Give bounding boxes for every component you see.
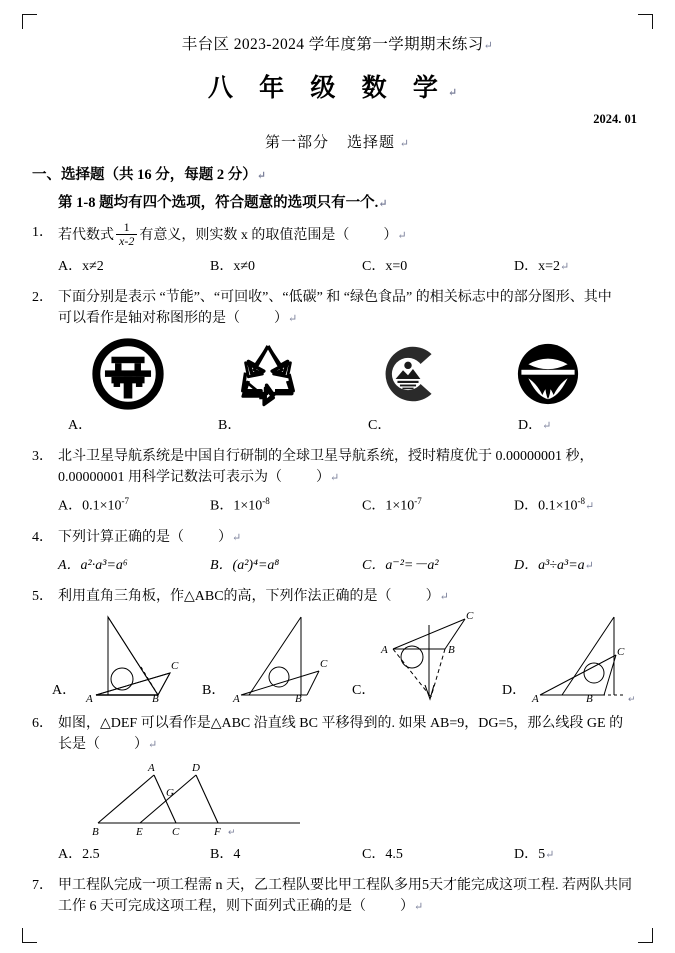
svg-text:B: B — [448, 644, 456, 657]
question-6 — [32, 713, 643, 865]
question-3-option-a-exp: -7 — [121, 496, 130, 507]
question-5 — [32, 586, 643, 703]
pilcrow-mark: ↵ — [232, 532, 242, 545]
question-7 — [32, 875, 643, 917]
pilcrow-mark: ↵ — [584, 560, 594, 573]
pilcrow-mark: ↵ — [542, 420, 552, 433]
svg-text:A: A — [233, 693, 241, 704]
svg-text:A: A — [86, 693, 93, 704]
question-5-stem — [32, 586, 643, 607]
low-carbon-symbol — [377, 335, 439, 413]
question-5-option-d-label: D． — [502, 683, 527, 699]
subject-title-text: 八 年 级 数 学 — [207, 75, 448, 102]
question-3-option-d[interactable] — [514, 495, 666, 517]
subject-title — [32, 68, 643, 104]
question-1-option-b[interactable]: B．x≠0 — [210, 259, 256, 275]
pilcrow-mark: ↵ — [545, 849, 555, 862]
question-6-close-paren: ） — [134, 737, 148, 753]
pilcrow-mark: ↵ — [560, 261, 570, 274]
question-5-option-a-label: A． — [52, 683, 77, 699]
question-3-option-d-base: 0.1×10 — [538, 499, 578, 515]
svg-text:E: E — [136, 826, 143, 838]
question-5-option-a-cell[interactable] — [52, 611, 202, 703]
pilcrow-mark: ↵ — [483, 40, 494, 52]
question-6-options — [32, 844, 643, 865]
question-3-line2-wrap — [32, 467, 643, 488]
question-1-options — [32, 256, 643, 277]
triangle-figure-d — [528, 611, 638, 703]
question-5-number: 5． — [32, 589, 53, 605]
pilcrow-mark: ↵ — [256, 170, 266, 182]
question-7-number: 7． — [32, 878, 53, 894]
part-one-title — [32, 131, 643, 152]
question-3-close-paren: ） — [316, 470, 330, 486]
question-5-option-c-cell[interactable] — [352, 611, 502, 703]
question-2-close-paren: ） — [274, 311, 288, 327]
question-1-option-d[interactable] — [514, 256, 666, 277]
question-2-option-d[interactable] — [508, 415, 658, 436]
question-1-text-after: 有意义，则实数 x 的取值范围是（ — [139, 227, 350, 243]
question-4-close-paren: ） — [218, 530, 232, 546]
triangle-figure-b — [227, 611, 333, 703]
question-2-option-c[interactable]: C． — [368, 418, 392, 434]
question-6-option-d-text: D．5 — [514, 847, 546, 863]
question-6-option-c[interactable]: C．4.5 — [362, 847, 403, 863]
question-6-figure-wrap — [32, 759, 643, 837]
question-2-option-a[interactable]: A． — [68, 418, 93, 434]
pilcrow-mark: ↵ — [414, 901, 424, 914]
question-6-line2: 长是（ — [58, 737, 100, 753]
svg-text:C: C — [320, 658, 328, 671]
pilcrow-mark: ↵ — [399, 138, 410, 150]
question-3-option-b-base: 1×10 — [233, 499, 263, 515]
question-3-options — [32, 495, 643, 517]
recycle-symbol — [233, 335, 303, 413]
question-3-option-d-label: D． — [514, 499, 539, 515]
question-7-stem — [32, 875, 643, 896]
question-3-option-a[interactable] — [58, 495, 210, 517]
question-2-stem — [32, 287, 643, 308]
question-3-option-a-label: A． — [58, 499, 83, 515]
triangle-figure-a — [78, 611, 184, 703]
question-3-line1: 北斗卫星导航系统是中国自行研制的全球卫星导航系统，授时精度优于 0.00000001 秒， — [58, 449, 594, 465]
svg-text:C: C — [171, 660, 179, 673]
svg-text:B: B — [586, 693, 593, 704]
question-6-stem — [32, 713, 643, 734]
question-4-options — [32, 555, 643, 576]
question-3-option-c-base: 1×10 — [385, 499, 415, 515]
pilcrow-mark: ↵ — [585, 501, 595, 514]
question-1-text-before: 若代数式 — [58, 227, 114, 243]
question-1 — [32, 222, 643, 277]
triangle-figure-c — [377, 611, 483, 703]
question-2-symbol-b-cell — [198, 335, 338, 413]
question-6-line2-wrap — [32, 734, 643, 755]
question-7-line2-wrap — [32, 896, 643, 917]
part-one-type: 选择题 — [347, 135, 396, 151]
question-5-option-b-label: B． — [202, 683, 226, 699]
question-6-option-a[interactable]: A．2.5 — [58, 847, 100, 863]
document-content — [32, 22, 643, 917]
question-2-number: 2． — [32, 290, 53, 306]
question-4-option-c[interactable]: C．a⁻²=－a² — [362, 558, 439, 574]
question-5-line1: 利用直角三角板，作△ABC的高，下列作法正确的是（ — [58, 589, 392, 605]
fraction-denominator: x-2 — [116, 234, 137, 248]
crop-mark-bottom-right — [638, 928, 653, 943]
exam-header-title — [32, 32, 643, 54]
question-2-line1: 下面分别是表示 “节能”、“可回收”、“低碳” 和 “绿色食品” 的相关标志中的部分图形、其中 — [58, 290, 612, 306]
question-3-number: 3． — [32, 449, 53, 465]
question-1-number: 1． — [32, 225, 53, 240]
question-2 — [32, 287, 643, 436]
pilcrow-mark: ↵ — [397, 229, 407, 242]
question-4-number: 4． — [32, 530, 53, 546]
fraction-numerator: 1 — [123, 220, 130, 234]
question-4 — [32, 527, 643, 576]
question-2-symbol-row — [32, 335, 643, 413]
question-3-option-c[interactable] — [362, 495, 514, 517]
svg-text:G: G — [166, 787, 174, 800]
question-4-stem — [32, 527, 643, 548]
question-6-option-b[interactable]: B．4 — [210, 847, 241, 863]
question-4-option-d[interactable] — [514, 555, 666, 576]
question-4-option-a[interactable]: A．a²·a³=a⁶ — [58, 558, 128, 574]
section-subheading-text: 第 1-8 题均有四个选项，符合题意的选项只有一个. — [58, 195, 379, 211]
question-2-option-labels — [32, 415, 643, 436]
question-5-option-b-cell[interactable] — [202, 611, 352, 703]
question-3-option-b-exp: -8 — [262, 496, 270, 507]
svg-text:↵: ↵ — [228, 827, 236, 838]
section-heading — [32, 163, 643, 184]
question-2-option-b[interactable]: B． — [218, 418, 242, 434]
question-5-figure-row — [32, 611, 643, 703]
question-2-line2: 可以看作是轴对称图形的是（ — [58, 311, 240, 327]
energy-saving-symbol — [92, 335, 164, 413]
question-2-line2-wrap — [32, 308, 643, 329]
question-3-option-c-label: C． — [362, 499, 386, 515]
question-3-stem — [32, 446, 643, 467]
question-1-option-a[interactable]: A．x≠2 — [58, 259, 104, 275]
pilcrow-mark: ↵ — [447, 87, 468, 99]
question-2-symbol-d-cell — [478, 335, 618, 413]
pilcrow-mark: ↵ — [378, 198, 388, 210]
question-3-option-c-exp: -7 — [414, 496, 422, 507]
svg-text:C: C — [172, 826, 180, 838]
translated-triangles-figure — [92, 759, 322, 837]
question-6-line1: 如图，△DEF 可以看作是△ABC 沿直线 BC 平移得到的. 如果 AB=9，DG=5，那么线段 GE 的 — [58, 716, 624, 732]
question-3-line2: 0.00000001 用科学记数法可表示为（ — [58, 470, 282, 486]
question-6-option-d[interactable] — [514, 844, 666, 865]
question-4-option-b[interactable]: B．(a²)⁴=a⁸ — [210, 558, 280, 574]
question-1-option-c[interactable]: C．x=0 — [362, 259, 408, 275]
svg-text:B: B — [152, 693, 159, 704]
question-5-option-d-cell[interactable] — [502, 611, 652, 703]
svg-text:B: B — [92, 826, 99, 838]
question-7-line2: 工作 6 天可完成这项工程，则下面列式正确的是（ — [58, 899, 366, 915]
part-one-label: 第一部分 — [265, 135, 330, 151]
question-3-option-b[interactable] — [210, 495, 362, 517]
question-1-close-paren: ） — [383, 227, 398, 243]
svg-text:C: C — [617, 646, 625, 659]
question-4-line1: 下列计算正确的是（ — [58, 530, 184, 546]
question-3-option-a-base: 0.1×10 — [82, 499, 122, 515]
exam-date: 2024. 01 — [593, 112, 637, 126]
question-5-close-paren: ） — [425, 589, 440, 605]
svg-text:A: A — [381, 644, 389, 657]
section-subheading — [32, 191, 643, 212]
svg-text:D: D — [192, 762, 200, 775]
question-1-stem — [32, 222, 643, 249]
question-2-option-d-text: D． — [518, 418, 543, 434]
question-2-symbol-a-cell — [58, 335, 198, 413]
green-food-symbol — [513, 335, 583, 413]
question-5-option-c-label: C． — [352, 683, 376, 699]
svg-text:A: A — [148, 762, 155, 775]
section-heading-text: 一、选择题（共 16 分，每题 2 分） — [32, 167, 257, 183]
question-7-close-paren: ） — [400, 899, 414, 915]
fraction-one-over-x-minus-two — [116, 221, 137, 248]
question-6-number: 6． — [32, 716, 53, 732]
pilcrow-mark: ↵ — [288, 313, 298, 326]
pilcrow-mark: ↵ — [148, 739, 158, 752]
question-4-option-d-text: D．a³÷a³=a — [514, 558, 585, 574]
svg-text:F: F — [214, 826, 221, 838]
question-7-line1: 甲工程队完成一项工程需 n 天，乙工程队要比甲工程队多用5天才能完成这项工程. 若两队共同 — [58, 878, 632, 894]
question-3 — [32, 446, 643, 517]
pilcrow-mark: ↵ — [439, 591, 449, 604]
svg-text:C: C — [466, 611, 474, 623]
question-3-option-b-label: B． — [210, 499, 234, 515]
question-2-symbol-c-cell — [338, 335, 478, 413]
crop-mark-bottom-left — [22, 928, 37, 943]
question-3-option-d-exp: -8 — [577, 496, 586, 507]
pilcrow-mark: ↵ — [330, 472, 340, 485]
svg-text:B: B — [295, 693, 303, 704]
question-1-option-d-text: D．x=2 — [514, 259, 561, 275]
svg-text:↵: ↵ — [628, 694, 636, 704]
svg-text:A: A — [532, 693, 539, 704]
exam-header-title-text: 丰台区 2023-2024 学年度第一学期期末练习 — [181, 36, 484, 53]
